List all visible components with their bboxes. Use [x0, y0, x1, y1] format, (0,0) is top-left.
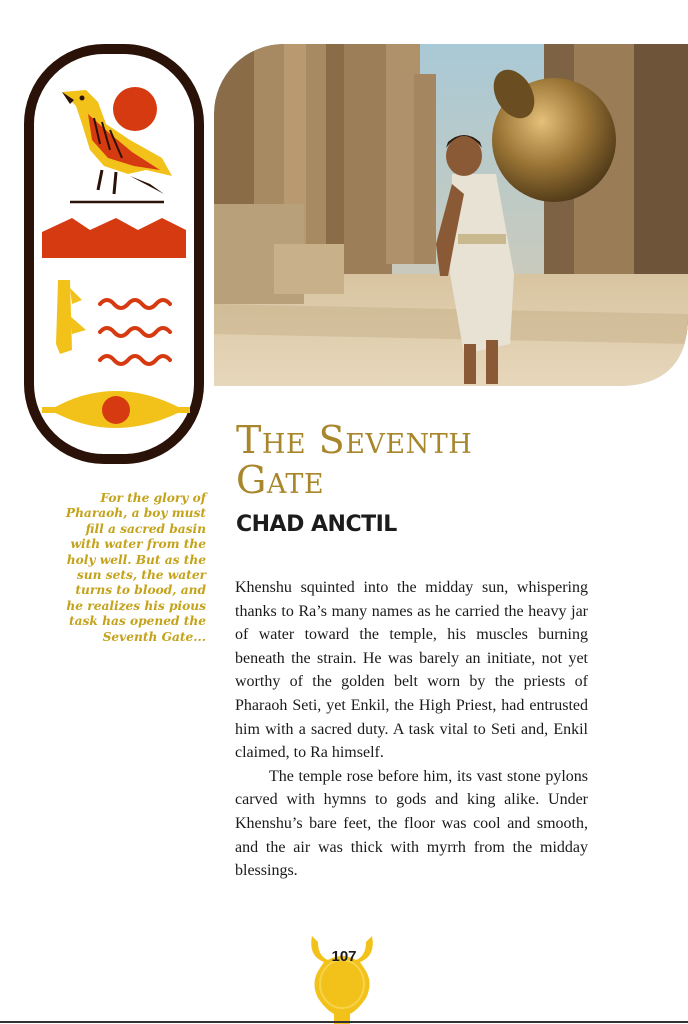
- body-paragraph: The temple rose before him, its vast stone pylons carved with hymns to gods and king alike. Under Khenshu’s bare feet, the floor was cool and smooth, and the air was thick with myrrh from the midday blessings.: [235, 767, 588, 880]
- hieroglyph-cartouche: [24, 44, 204, 464]
- eye-glyph: [42, 391, 190, 428]
- sun-disc-glyph: [113, 87, 157, 131]
- author-name: CHAD ANCTIL: [236, 512, 397, 537]
- water-band-glyph: [42, 218, 186, 258]
- page-number-badge: [304, 932, 380, 1024]
- hero-illustration: [214, 44, 688, 386]
- page-bottom-rule: [0, 1021, 688, 1023]
- body-paragraph: Khenshu squinted into the midday sun, whispering thanks to Ra’s many names as he carried the heavy jar of water toward the temple, his muscles burning beneath the strain. He was barely an initiate, not yet worthy of the golden belt worn by the priests of Pharaoh Seti, yet Enkil, the High Priest, had entrusted him with a sacred duty. A task vital to Seti and, Enkil claimed, to Ra himself.: [235, 579, 588, 762]
- story-body: [235, 576, 588, 883]
- story-blurb: For the glory of Pharaoh, a boy must fill a sacred basin with water from the holy well. But as the sun sets, the water turns to blood, and he realizes his pious task has opened the Seventh Gate...: [65, 491, 206, 644]
- story-title: The Seventh Gate: [236, 418, 473, 502]
- page-number: 107: [331, 948, 357, 965]
- reed-glyph: [56, 280, 86, 354]
- water-ripples-glyph: [100, 300, 170, 364]
